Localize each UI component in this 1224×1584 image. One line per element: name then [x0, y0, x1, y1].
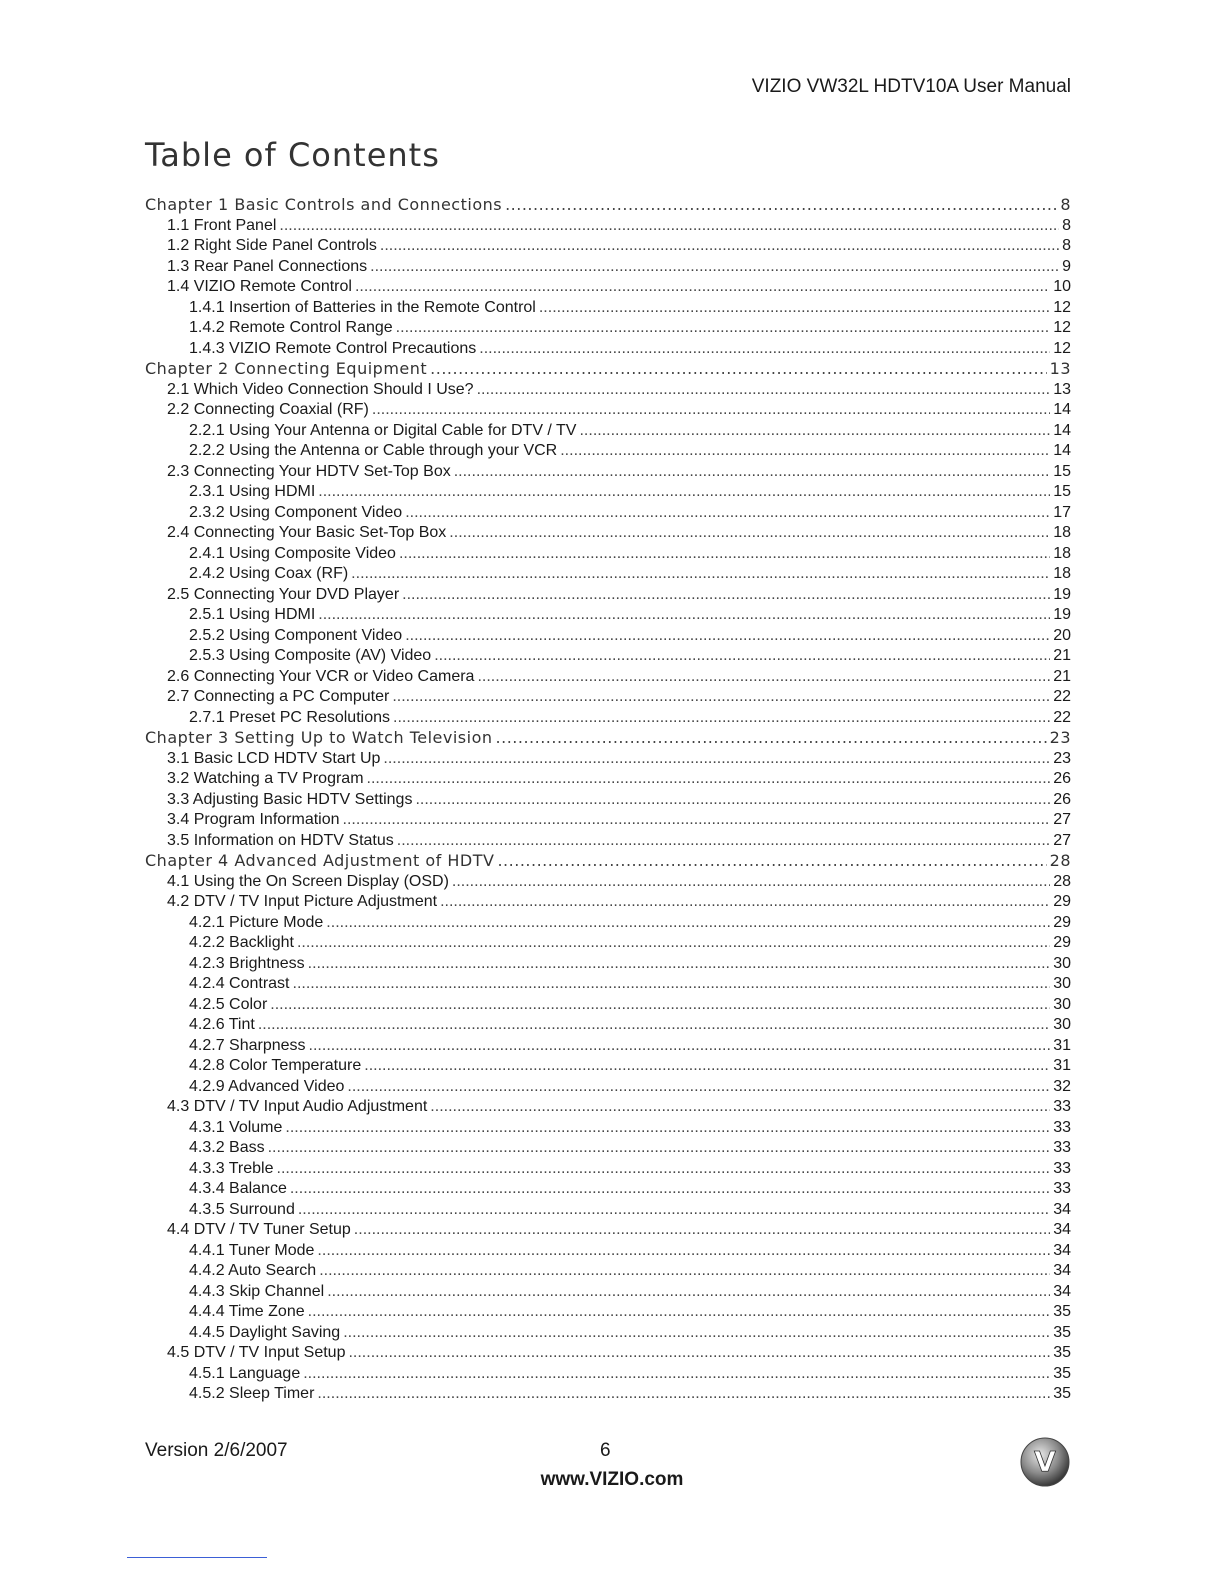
dot-leader	[268, 1138, 1051, 1159]
dot-leader	[405, 503, 1050, 524]
toc-entry-page: 26	[1053, 790, 1071, 808]
toc-entry-page: 34	[1053, 1221, 1071, 1238]
toc-entry-page: 26	[1053, 770, 1071, 787]
toc-entry-title: 3.4 Program Information	[167, 811, 340, 828]
toc-entry-title: Chapter 4 Advanced Adjustment of HDTV	[145, 851, 495, 870]
toc-entry-title: Chapter 2 Connecting Equipment	[145, 359, 428, 378]
toc-entry-page: 35	[1053, 1303, 1071, 1320]
toc-entry-title: 4.1 Using the On Screen Display (OSD)	[167, 872, 449, 890]
toc-entry-title: 3.2 Watching a TV Program	[167, 770, 364, 787]
dot-leader	[370, 257, 1059, 278]
toc-entry-page: 35	[1053, 1344, 1071, 1361]
toc-entry[interactable]	[145, 318, 1071, 339]
toc-entry[interactable]	[145, 564, 1071, 585]
dot-leader	[497, 851, 1046, 872]
toc-entry[interactable]	[145, 605, 1071, 626]
toc-chapter-entry[interactable]	[145, 728, 1071, 749]
dot-leader	[285, 1118, 1050, 1139]
dot-leader	[479, 339, 1050, 360]
toc-entry-page: 14	[1053, 442, 1071, 459]
toc-chapter-entry[interactable]	[145, 359, 1071, 380]
toc-entry[interactable]	[145, 708, 1071, 729]
toc-entry[interactable]	[145, 298, 1071, 319]
dot-leader	[399, 544, 1050, 565]
dot-leader	[327, 1282, 1050, 1303]
toc-entry-title: Chapter 3 Setting Up to Watch Television	[145, 728, 493, 747]
toc-entry[interactable]	[145, 1343, 1071, 1364]
toc-entry-page: 22	[1053, 708, 1071, 726]
toc-entry[interactable]	[145, 974, 1071, 995]
toc-entry[interactable]	[145, 1282, 1071, 1303]
toc-entry-page: 29	[1053, 934, 1071, 951]
dot-leader	[430, 1097, 1050, 1118]
dot-leader	[364, 1056, 1050, 1077]
toc-chapter-entry[interactable]	[145, 195, 1071, 216]
dot-leader	[560, 441, 1050, 462]
toc-entry[interactable]	[145, 544, 1071, 565]
toc-entry[interactable]	[145, 933, 1071, 954]
toc-entry-title: 4.2.5 Color	[189, 995, 268, 1013]
toc-entry[interactable]	[145, 954, 1071, 975]
dot-leader	[343, 1323, 1050, 1344]
toc-entry-page: 15	[1053, 462, 1071, 480]
document-header: VIZIO VW32L HDTV10A User Manual	[751, 76, 1071, 97]
footer-page-number: 6	[600, 1440, 611, 1461]
dot-leader	[454, 462, 1050, 483]
dot-leader	[308, 1302, 1051, 1323]
toc-entry-page: 35	[1053, 1385, 1071, 1402]
toc-entry-title: 2.2.1 Using Your Antenna or Digital Cable for DTV / TV	[189, 421, 577, 439]
toc-entry-title: 2.6 Connecting Your VCR or Video Camera	[167, 667, 475, 685]
toc-entry-title: 4.3.5 Surround	[189, 1200, 295, 1218]
dot-leader	[326, 913, 1050, 934]
toc-entry-title: 4.2.9 Advanced Video	[189, 1077, 345, 1095]
toc-entry-page: 18	[1053, 544, 1071, 562]
toc-entry[interactable]	[145, 831, 1071, 852]
dot-leader	[258, 1015, 1050, 1036]
toc-entry[interactable]	[145, 872, 1071, 893]
toc-entry-page: 27	[1053, 811, 1071, 828]
toc-entry-title: 4.2.6 Tint	[189, 1016, 255, 1033]
toc-entry[interactable]	[145, 1200, 1071, 1221]
toc-entry-page: 23	[1053, 749, 1071, 767]
toc-entry-page: 18	[1053, 565, 1071, 582]
dot-leader	[347, 1077, 1050, 1098]
toc-entry[interactable]	[145, 790, 1071, 811]
toc-entry-title: 2.7 Connecting a PC Computer	[167, 688, 390, 705]
dot-leader	[505, 195, 1057, 216]
toc-entry-title: 4.2.3 Brightness	[189, 954, 305, 972]
toc-entry[interactable]	[145, 236, 1071, 257]
toc-title: Table of Contents	[145, 136, 440, 174]
toc-entry-title: 2.5.1 Using HDMI	[189, 606, 316, 623]
dot-leader	[434, 646, 1050, 667]
dot-leader	[579, 421, 1050, 442]
toc-entry-title: 2.5 Connecting Your DVD Player	[167, 585, 400, 603]
dot-leader	[308, 954, 1051, 975]
toc-entry[interactable]	[145, 441, 1071, 462]
toc-entry[interactable]	[145, 400, 1071, 421]
toc-entry[interactable]	[145, 1220, 1071, 1241]
dot-leader	[402, 585, 1050, 606]
divider	[127, 1557, 267, 1558]
toc-entry[interactable]	[145, 626, 1071, 647]
toc-entry[interactable]	[145, 1159, 1071, 1180]
toc-entry-title: 4.4.1 Tuner Mode	[189, 1241, 315, 1259]
toc-entry[interactable]	[145, 503, 1071, 524]
toc-entry-page: 14	[1053, 421, 1071, 439]
dot-leader	[355, 277, 1050, 298]
toc-entry-title: 4.3 DTV / TV Input Audio Adjustment	[167, 1098, 428, 1115]
toc-entry-page: 33	[1053, 1098, 1071, 1115]
toc-entry-title: 1.3 Rear Panel Connections	[167, 257, 368, 275]
toc-entry-page: 10	[1053, 278, 1071, 295]
toc-entry-title: 2.7.1 Preset PC Resolutions	[189, 708, 390, 726]
toc-entry-page: 12	[1053, 319, 1071, 336]
toc-entry-page: 30	[1053, 1016, 1071, 1033]
toc-entry[interactable]	[145, 1056, 1071, 1077]
dot-leader	[415, 790, 1050, 811]
toc-entry[interactable]	[145, 462, 1071, 483]
dot-leader	[477, 667, 1050, 688]
dot-leader	[343, 810, 1051, 831]
footer-url: www.VIZIO.com	[540, 1469, 684, 1490]
toc-entry-page: 33	[1053, 1118, 1071, 1136]
dot-leader	[270, 995, 1050, 1016]
toc-entry-title: 2.4 Connecting Your Basic Set-Top Box	[167, 524, 447, 541]
toc-entry-page: 12	[1053, 339, 1071, 357]
toc-entry-page: 17	[1053, 503, 1071, 521]
dot-leader	[396, 318, 1051, 339]
dot-leader	[372, 400, 1050, 421]
toc-entry[interactable]	[145, 667, 1071, 688]
toc-entry[interactable]	[145, 1036, 1071, 1057]
toc-entry-title: 4.2.8 Color Temperature	[189, 1057, 362, 1074]
dot-leader	[397, 831, 1050, 852]
toc-entry-title: 2.5.3 Using Composite (AV) Video	[189, 647, 432, 664]
toc-entry-title: 4.2.1 Picture Mode	[189, 913, 324, 931]
toc-entry-title: 2.1 Which Video Connection Should I Use?	[167, 380, 474, 398]
toc-entry-title: 1.4.2 Remote Control Range	[189, 319, 393, 336]
dot-leader	[539, 298, 1050, 319]
toc-entry-title: 4.2.2 Backlight	[189, 934, 294, 951]
toc-entry-title: 4.5 DTV / TV Input Setup	[167, 1344, 346, 1361]
toc-entry-title: 4.2.7 Sharpness	[189, 1036, 306, 1054]
toc-entry-title: 2.5.2 Using Component Video	[189, 626, 403, 644]
toc-entry-page: 8	[1062, 216, 1071, 234]
toc-entry[interactable]	[145, 1077, 1071, 1098]
dot-leader	[317, 1384, 1050, 1405]
toc-entry-title: 2.4.2 Using Coax (RF)	[189, 565, 349, 582]
toc-entry-page: 9	[1062, 257, 1071, 275]
toc-entry-page: 18	[1053, 524, 1071, 541]
toc-entry[interactable]	[145, 646, 1071, 667]
toc-entry-page: 12	[1053, 298, 1071, 316]
toc-entry-title: 3.1 Basic LCD HDTV Start Up	[167, 749, 381, 767]
dot-leader	[380, 236, 1059, 257]
toc-entry[interactable]	[145, 585, 1071, 606]
dot-leader	[440, 892, 1050, 913]
toc-entry-page: 27	[1053, 831, 1071, 849]
toc-entry-page: 8	[1060, 195, 1071, 214]
toc-entry[interactable]	[145, 913, 1071, 934]
toc-entry-page: 30	[1053, 995, 1071, 1013]
toc-entry-page: 28	[1049, 851, 1071, 870]
toc-entry-page: 14	[1053, 401, 1071, 418]
toc-entry[interactable]	[145, 1323, 1071, 1344]
dot-leader	[309, 1036, 1051, 1057]
toc-entry-page: 20	[1053, 626, 1071, 644]
toc-entry-title: 4.4.5 Daylight Saving	[189, 1323, 341, 1341]
dot-leader	[318, 482, 1050, 503]
toc-entry-page: 34	[1053, 1262, 1071, 1279]
toc-entry-title: 4.5.2 Sleep Timer	[189, 1385, 315, 1402]
dot-leader	[279, 216, 1059, 237]
dot-leader	[317, 1241, 1050, 1262]
toc-entry[interactable]	[145, 1138, 1071, 1159]
toc-entry[interactable]	[145, 1179, 1071, 1200]
toc-entry-title: 4.4.3 Skip Channel	[189, 1282, 325, 1300]
dot-leader	[383, 749, 1050, 770]
dot-leader	[290, 1179, 1050, 1200]
toc-entry-title: 4.3.4 Balance	[189, 1180, 287, 1197]
toc-entry-page: 34	[1053, 1200, 1071, 1218]
toc-entry-title: 4.3.1 Volume	[189, 1118, 283, 1136]
toc-entry-title: 4.2.4 Contrast	[189, 975, 290, 992]
toc-entry-title: 2.2.2 Using the Antenna or Cable through your VCR	[189, 442, 558, 459]
dot-leader	[477, 380, 1051, 401]
toc-entry-page: 35	[1053, 1364, 1071, 1382]
dot-leader	[297, 933, 1050, 954]
toc-chapter-entry[interactable]	[145, 851, 1071, 872]
toc-entry-page: 13	[1053, 380, 1071, 398]
toc-entry-title: 4.3.3 Treble	[189, 1159, 274, 1177]
toc-entry-title: 2.3.2 Using Component Video	[189, 503, 403, 521]
dot-leader	[430, 359, 1046, 380]
dot-leader	[449, 523, 1050, 544]
toc-entry-title: 1.1 Front Panel	[167, 216, 277, 234]
toc-entry[interactable]	[145, 482, 1071, 503]
toc-entry-title: 4.4 DTV / TV Tuner Setup	[167, 1221, 351, 1238]
dot-leader	[351, 564, 1050, 585]
dot-leader	[393, 708, 1050, 729]
toc-entry[interactable]	[145, 1015, 1071, 1036]
toc-entry[interactable]	[145, 421, 1071, 442]
toc-entry-title: 1.4 VIZIO Remote Control	[167, 278, 352, 295]
toc-entry-page: 13	[1049, 359, 1071, 378]
toc-entry[interactable]	[145, 339, 1071, 360]
footer-version: Version 2/6/2007	[145, 1440, 288, 1461]
dot-leader	[392, 687, 1050, 708]
toc-entry[interactable]	[145, 995, 1071, 1016]
toc-entry[interactable]	[145, 1364, 1071, 1385]
dot-leader	[452, 872, 1050, 893]
toc-entry-page: 33	[1053, 1180, 1071, 1197]
toc-entry-page: 19	[1053, 585, 1071, 603]
toc-entry-page: 15	[1053, 483, 1071, 500]
toc-entry-title: 1.4.1 Insertion of Batteries in the Remote Control	[189, 298, 536, 316]
toc-entry-page: 28	[1053, 872, 1071, 890]
toc-entry-page: 8	[1062, 237, 1071, 254]
toc-entry[interactable]	[145, 257, 1071, 278]
toc-entry-page: 34	[1053, 1241, 1071, 1259]
toc-entry[interactable]	[145, 1261, 1071, 1282]
toc-entry[interactable]	[145, 1118, 1071, 1139]
table-of-contents	[145, 195, 1071, 1405]
toc-entry[interactable]	[145, 523, 1071, 544]
toc-entry[interactable]	[145, 1302, 1071, 1323]
dot-leader	[303, 1364, 1050, 1385]
toc-entry-title: 2.4.1 Using Composite Video	[189, 544, 396, 562]
toc-entry-page: 30	[1053, 954, 1071, 972]
toc-entry-page: 30	[1053, 975, 1071, 992]
dot-leader	[405, 626, 1050, 647]
toc-entry-title: 4.3.2 Bass	[189, 1139, 265, 1156]
dot-leader	[318, 605, 1050, 626]
toc-entry-page: 33	[1053, 1159, 1071, 1177]
toc-entry-title: 4.4.4 Time Zone	[189, 1303, 305, 1320]
toc-entry-title: 2.3 Connecting Your HDTV Set-Top Box	[167, 462, 451, 480]
toc-entry[interactable]	[145, 216, 1071, 237]
toc-entry[interactable]	[145, 687, 1071, 708]
dot-leader	[496, 728, 1047, 749]
toc-entry-page: 22	[1053, 688, 1071, 705]
toc-entry-title: 4.2 DTV / TV Input Picture Adjustment	[167, 893, 438, 910]
toc-entry-title: 4.5.1 Language	[189, 1364, 301, 1382]
toc-entry-title: 1.4.3 VIZIO Remote Control Precautions	[189, 339, 477, 357]
logo-letter: V	[1034, 1445, 1056, 1478]
toc-entry-page: 32	[1053, 1077, 1071, 1095]
toc-entry-page: 23	[1049, 728, 1071, 747]
toc-entry[interactable]	[145, 1241, 1071, 1262]
toc-entry-title: 4.4.2 Auto Search	[189, 1262, 317, 1279]
dot-leader	[293, 974, 1051, 995]
toc-entry-page: 31	[1053, 1036, 1071, 1054]
toc-entry-page: 33	[1053, 1139, 1071, 1156]
toc-entry[interactable]	[145, 810, 1071, 831]
toc-entry[interactable]	[145, 380, 1071, 401]
toc-entry-page: 34	[1053, 1282, 1071, 1300]
toc-entry[interactable]	[145, 749, 1071, 770]
toc-entry-page: 29	[1053, 913, 1071, 931]
toc-entry-page: 31	[1053, 1057, 1071, 1074]
toc-entry-page: 35	[1053, 1323, 1071, 1341]
toc-entry-page: 21	[1053, 647, 1071, 664]
dot-leader	[354, 1220, 1050, 1241]
toc-entry-title: 3.3 Adjusting Basic HDTV Settings	[167, 790, 413, 808]
toc-entry[interactable]	[145, 277, 1071, 298]
dot-leader	[367, 769, 1051, 790]
dot-leader	[348, 1343, 1050, 1364]
toc-entry[interactable]	[145, 892, 1071, 913]
toc-entry-title: Chapter 1 Basic Controls and Connections	[145, 195, 503, 214]
toc-entry-page: 21	[1053, 667, 1071, 685]
toc-entry-page: 19	[1053, 606, 1071, 623]
dot-leader	[277, 1159, 1051, 1180]
toc-entry-title: 3.5 Information on HDTV Status	[167, 831, 394, 849]
dot-leader	[298, 1200, 1050, 1221]
toc-entry-title: 2.3.1 Using HDMI	[189, 483, 316, 500]
toc-entry-title: 1.2 Right Side Panel Controls	[167, 237, 377, 254]
dot-leader	[319, 1261, 1050, 1282]
toc-entry-page: 29	[1053, 893, 1071, 910]
vizio-logo-icon	[1020, 1437, 1070, 1487]
toc-entry[interactable]	[145, 1097, 1071, 1118]
toc-entry[interactable]	[145, 1384, 1071, 1405]
toc-entry[interactable]	[145, 769, 1071, 790]
toc-entry-title: 2.2 Connecting Coaxial (RF)	[167, 401, 369, 418]
